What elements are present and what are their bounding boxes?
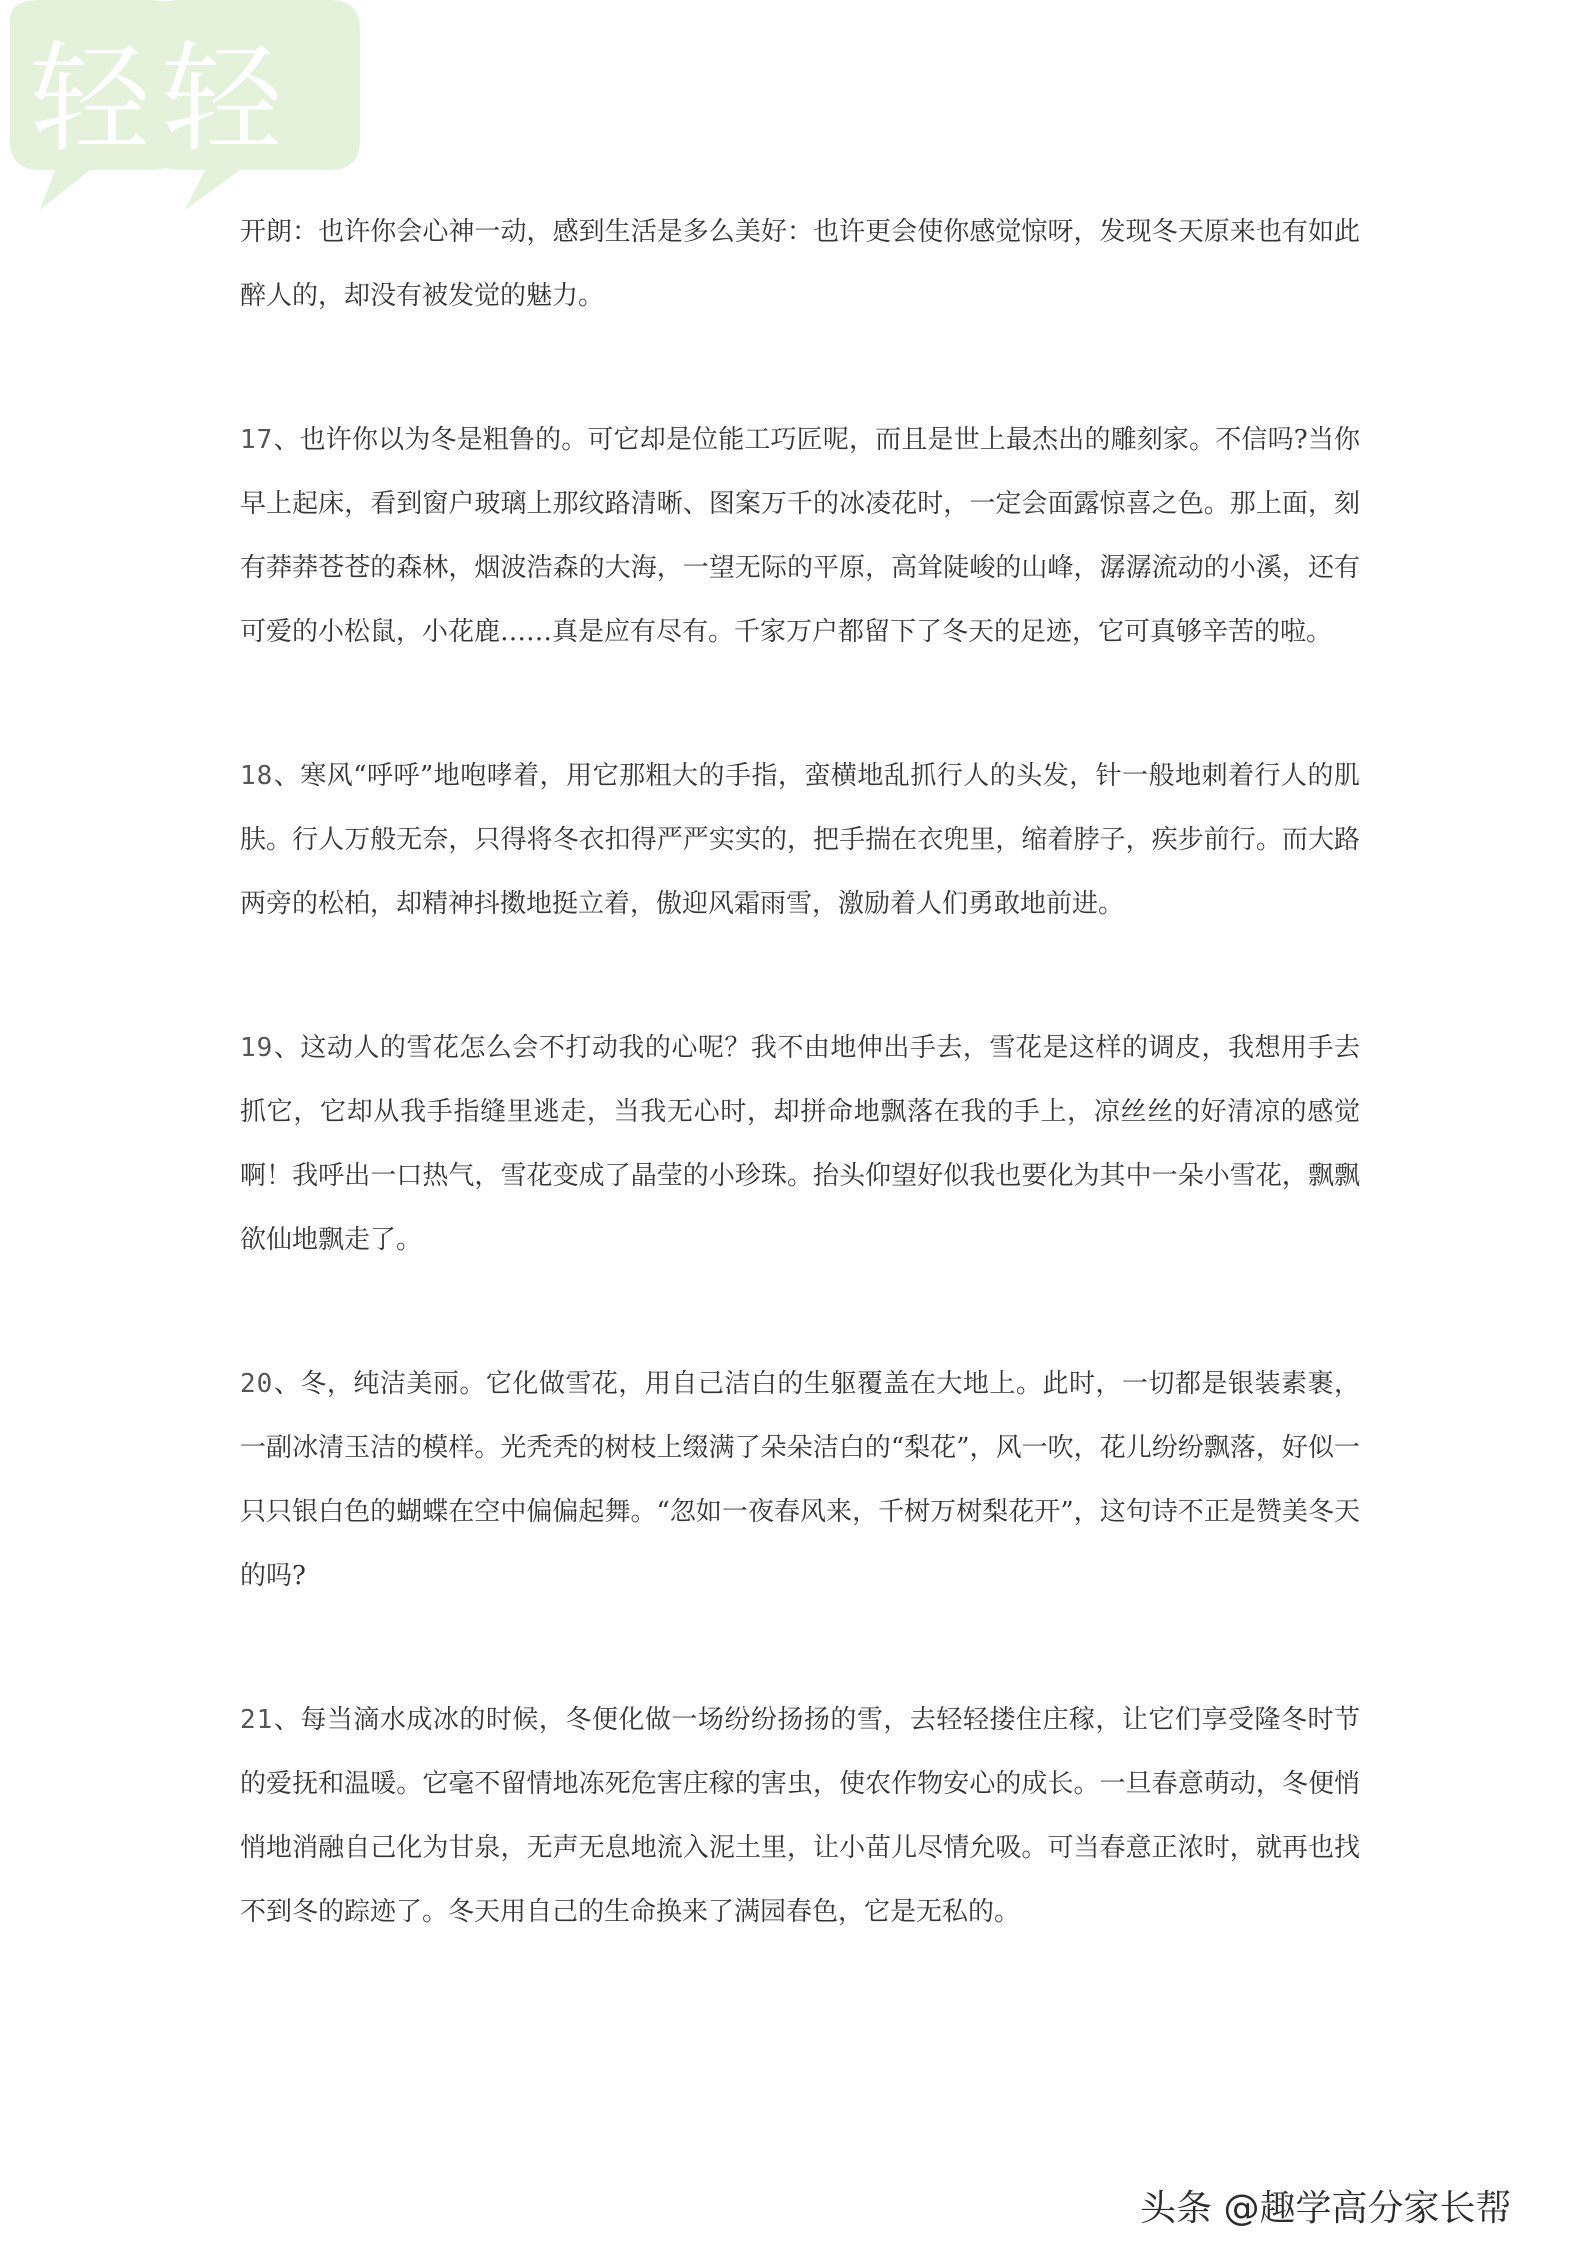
paragraph-number: 17 — [240, 425, 274, 455]
paragraph-text: 、也许你以为冬是粗鲁的。可它却是位能工巧匠呢，而且是世上最杰出的雕刻家。不信吗?当你早上起床，看到窗户玻璃上那纹路清晰、图案万千的冰凌花时，一定会面露惊喜之色。那上面，刻有莽莽苍苍的森林，烟波浩森的大海，一望无际的平原，高耸陡峻的山峰，潺潺流动的小溪，还有可爱的小松鼠，小花鹿……真是应有尽有。千家万户都留下了冬天的足迹，它可真够辛苦的啦。 — [240, 425, 1360, 647]
article-body — [240, 200, 1360, 1944]
logo-text: 轻轻 — [30, 30, 294, 169]
source-watermark: 头条 @趣学高分家长帮 — [1140, 2188, 1512, 2229]
paragraph-number: 21 — [240, 1705, 274, 1735]
paragraph-text: 、冬，纯洁美丽。它化做雪花，用自己洁白的生躯覆盖在大地上。此时，一切都是银装素裹，一副冰清玉洁的模样。光秃秃的树枝上缀满了朵朵洁白的“梨花”，风一吹，花儿纷纷飘落，好似一只只银白色的蝴蝶在空中偏偏起舞。“忽如一夜春风来，千树万树梨花开”，这句诗不正是赞美冬天的吗? — [240, 1369, 1360, 1591]
paragraph-continuation — [240, 200, 1360, 328]
paragraph-text: 、每当滴水成冰的时候，冬便化做一场纷纷扬扬的雪，去轻轻搂住庄稼，让它们享受隆冬时节的爱抚和温暖。它毫不留情地冻死危害庄稼的害虫，使农作物安心的成长。一旦春意萌动，冬便悄悄地消融自己化为甘泉，无声无息地流入泥土里，让小苗儿尽情允吸。可当春意正浓时，就再也找不到冬的踪迹了。冬天用自己的生命换来了满园春色，它是无私的。 — [240, 1705, 1360, 1927]
paragraph-text: 开朗：也许你会心神一动，感到生活是多么美好：也许更会使你感觉惊呀，发现冬天原来也有如此醉人的，却没有被发觉的魅力。 — [240, 217, 1360, 311]
paragraph-number: 18 — [240, 761, 274, 791]
paragraph-20 — [240, 1352, 1360, 1608]
paragraph-19 — [240, 1016, 1360, 1272]
paragraph-number: 20 — [240, 1369, 274, 1399]
paragraph-text: 、这动人的雪花怎么会不打动我的心呢？我不由地伸出手去，雪花是这样的调皮，我想用手去抓它，它却从我手指缝里逃走，当我无心时，却拼命地飘落在我的手上，凉丝丝的好清凉的感觉啊！我呼出一口热气，雪花变成了晶莹的小珍珠。抬头仰望好似我也要化为其中一朵小雪花，飘飘欲仙地飘走了。 — [240, 1033, 1360, 1255]
paragraph-text: 、寒风“呼呼”地咆哮着，用它那粗大的手指，蛮横地乱抓行人的头发，针一般地刺着行人的肌肤。行人万般无奈，只得将冬衣扣得严严实实的，把手揣在衣兜里，缩着脖子，疾步前行。而大路两旁的松柏，却精神抖擞地挺立着，傲迎风霜雨雪，激励着人们勇敢地前进。 — [240, 761, 1360, 919]
paragraph-number: 19 — [240, 1033, 274, 1063]
paragraph-21 — [240, 1688, 1360, 1944]
paragraph-18 — [240, 744, 1360, 936]
paragraph-17 — [240, 408, 1360, 664]
